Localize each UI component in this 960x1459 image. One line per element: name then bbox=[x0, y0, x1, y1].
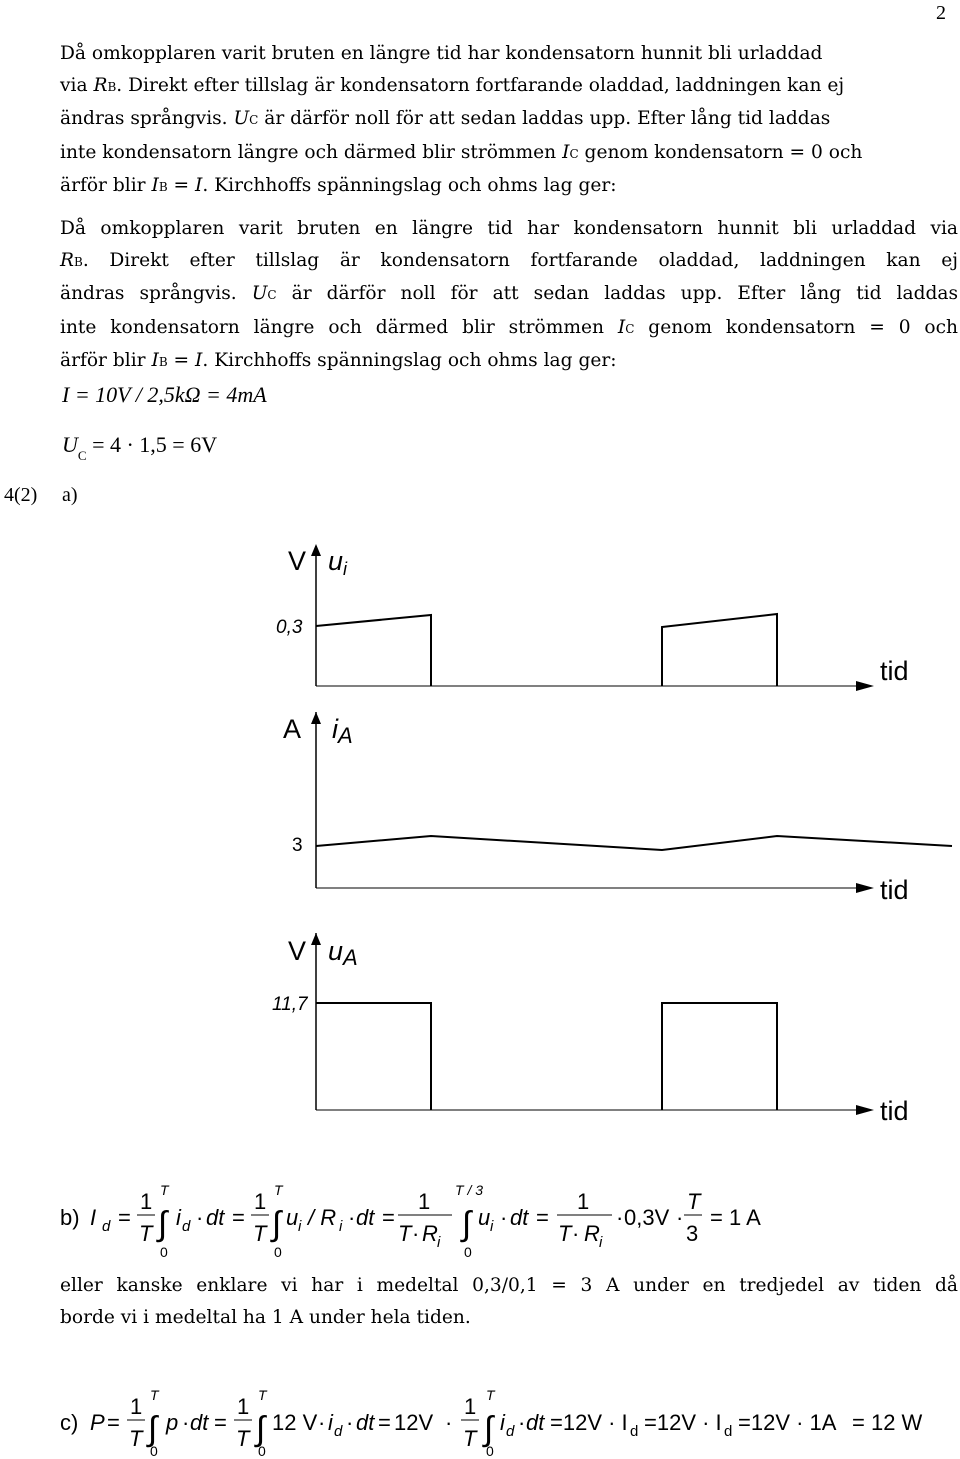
svg-text:=12V · I: =12V · I bbox=[644, 1410, 722, 1435]
svg-text:i: i bbox=[500, 1410, 505, 1435]
svg-text:0: 0 bbox=[258, 1443, 266, 1459]
svg-text:dt: dt bbox=[190, 1410, 209, 1435]
graph-ia bbox=[283, 712, 952, 905]
svg-text:=: = bbox=[232, 1205, 245, 1230]
part-c-equation bbox=[0, 1380, 960, 1459]
svg-text:dt: dt bbox=[526, 1410, 545, 1435]
svg-text:0: 0 bbox=[464, 1244, 472, 1260]
svg-text:T: T bbox=[274, 1182, 283, 1198]
svg-text:d: d bbox=[630, 1423, 639, 1440]
g3-x-arrow-icon bbox=[856, 1105, 874, 1115]
p2-line-5: ärför blir IB = I. Kirchhoffs spänningslag och ohms lag ger: bbox=[60, 350, 617, 371]
svg-text:1: 1 bbox=[577, 1189, 590, 1214]
svg-text:·: · bbox=[676, 1205, 684, 1230]
svg-text:d: d bbox=[506, 1423, 515, 1440]
svg-text:/ R: / R bbox=[308, 1205, 337, 1230]
svg-text:d: d bbox=[102, 1218, 111, 1235]
svg-text:=: = bbox=[107, 1410, 120, 1435]
svg-text:1: 1 bbox=[464, 1394, 477, 1419]
svg-text:∫: ∫ bbox=[148, 1410, 158, 1448]
svg-text:i: i bbox=[328, 1410, 333, 1435]
svg-text:·: · bbox=[318, 1410, 326, 1435]
svg-text:·: · bbox=[196, 1205, 204, 1230]
g2-y-arrow-icon bbox=[311, 712, 321, 724]
explanation-line-1: eller kanske enklare vi har i medeltal 0,3/0,1 = 3 A under en tredjedel av tiden då bbox=[60, 1275, 958, 1296]
svg-text:∫: ∫ bbox=[484, 1410, 494, 1448]
svg-text:T: T bbox=[486, 1387, 495, 1403]
svg-text:u: u bbox=[478, 1205, 491, 1230]
part-a-label: a) bbox=[62, 484, 78, 506]
problem-label: 4(2) bbox=[4, 484, 38, 506]
svg-text:=12V · I: =12V · I bbox=[550, 1410, 628, 1435]
g2-x-arrow-icon bbox=[856, 883, 874, 893]
p2-line-4: inte kondensatorn längre och därmed blir strömmen IC genom kondensatorn = 0 och bbox=[60, 316, 958, 338]
svg-text:=: = bbox=[378, 1410, 391, 1435]
svg-text:T: T bbox=[160, 1182, 169, 1198]
svg-text:R: R bbox=[584, 1221, 600, 1246]
svg-text:P: P bbox=[90, 1410, 105, 1435]
g2-unit: A bbox=[283, 714, 302, 744]
svg-text:=12V · 1A: =12V · 1A bbox=[738, 1410, 837, 1435]
svg-text:·: · bbox=[518, 1410, 526, 1435]
g3-symbol: uA bbox=[328, 936, 358, 970]
svg-text:∫: ∫ bbox=[272, 1205, 282, 1243]
p1-line-5: ärför blir IB = I. Kirchhoffs spänningslag och ohms lag ger: bbox=[60, 175, 617, 196]
svg-text:dt: dt bbox=[206, 1205, 225, 1230]
svg-text:12 V: 12 V bbox=[272, 1410, 318, 1435]
svg-text:i: i bbox=[599, 1234, 603, 1251]
svg-text:0: 0 bbox=[160, 1244, 168, 1260]
svg-text:T: T bbox=[139, 1221, 153, 1246]
svg-text:d: d bbox=[724, 1423, 733, 1440]
g1-pulse-2 bbox=[662, 614, 777, 686]
page-number: 2 bbox=[936, 2, 946, 24]
svg-text:1: 1 bbox=[237, 1394, 250, 1419]
svg-text:1: 1 bbox=[130, 1394, 143, 1419]
g3-pulse-1 bbox=[316, 1003, 431, 1110]
g2-symbol: iA bbox=[332, 714, 353, 748]
svg-text:∫: ∫ bbox=[158, 1205, 168, 1243]
g1-y-arrow-icon bbox=[311, 544, 321, 556]
svg-text:∫: ∫ bbox=[256, 1410, 266, 1448]
g3-y-arrow-icon bbox=[311, 933, 321, 945]
svg-text:∫: ∫ bbox=[462, 1205, 472, 1243]
graph-ua bbox=[272, 933, 909, 1126]
p2-line-3: ändras språngvis. UC är därför noll för att sedan laddas upp. Efter lång tid laddas bbox=[60, 283, 959, 304]
g1-x-arrow-icon bbox=[856, 681, 874, 691]
explanation-line-2: borde vi i medeltal ha 1 A under hela tiden. bbox=[60, 1306, 471, 1328]
svg-text:0: 0 bbox=[486, 1443, 494, 1459]
svg-text:0,3V: 0,3V bbox=[624, 1205, 670, 1230]
svg-text:T: T bbox=[258, 1387, 267, 1403]
p1-line-3: ändras språngvis. UC är därför noll för att sedan laddas upp. Efter lång tid laddas bbox=[60, 108, 831, 129]
svg-text:i: i bbox=[339, 1218, 343, 1235]
svg-text:= 12 W: = 12 W bbox=[852, 1410, 923, 1435]
svg-text:dt: dt bbox=[356, 1205, 375, 1230]
part-b-label: b) bbox=[60, 1205, 80, 1230]
g1-unit: V bbox=[288, 546, 307, 576]
svg-text:·: · bbox=[412, 1221, 420, 1246]
g2-level-label: 3 bbox=[292, 835, 303, 856]
svg-text:T: T bbox=[129, 1426, 143, 1451]
svg-text:·: · bbox=[572, 1221, 580, 1246]
svg-text:i: i bbox=[490, 1218, 494, 1235]
svg-text:T: T bbox=[253, 1221, 267, 1246]
svg-text:·: · bbox=[348, 1205, 356, 1230]
svg-text:=: = bbox=[214, 1410, 227, 1435]
svg-text:T / 3: T / 3 bbox=[455, 1182, 484, 1198]
explanation-text bbox=[60, 1270, 958, 1333]
b-I: I bbox=[90, 1205, 97, 1230]
svg-text:=: = bbox=[382, 1205, 395, 1230]
g2-current-trace bbox=[316, 836, 952, 850]
svg-text:dt: dt bbox=[356, 1410, 375, 1435]
svg-text:T: T bbox=[398, 1221, 412, 1246]
svg-text:·: · bbox=[182, 1410, 190, 1435]
svg-text:·: · bbox=[500, 1205, 508, 1230]
g1-level-label: 0,3 bbox=[276, 617, 303, 638]
equation-current: I = 10V / 2,5kΩ = 4mA bbox=[62, 382, 267, 407]
g1-pulse-1 bbox=[316, 615, 431, 686]
part-c-label: c) bbox=[60, 1410, 79, 1435]
svg-text:i: i bbox=[437, 1234, 441, 1251]
p2-line-2: RB. Direkt efter tillslag är kondensatorn fortfarande oladdad, laddningen kan ej bbox=[60, 249, 958, 271]
g3-pulse-2 bbox=[662, 1003, 777, 1110]
p1-line-2: via RB. Direkt efter tillslag är kondensatorn fortfarande oladdad, laddningen kan ej bbox=[60, 74, 845, 96]
graph-ui bbox=[276, 544, 909, 691]
svg-text:12V: 12V bbox=[394, 1410, 434, 1435]
svg-text:i: i bbox=[298, 1218, 302, 1235]
svg-text:=: = bbox=[536, 1205, 549, 1230]
svg-text:·: · bbox=[346, 1410, 354, 1435]
equation-voltage: $U_C = 4 \cdot 1,5 = 6V$ bbox=[62, 432, 218, 463]
svg-text:1: 1 bbox=[254, 1189, 267, 1214]
g1-time-label: tid bbox=[880, 656, 909, 686]
svg-text:= 1 A: = 1 A bbox=[710, 1205, 761, 1230]
svg-text:d: d bbox=[334, 1423, 343, 1440]
p1-line-1: Då omkopplaren varit bruten en längre tid har kondensatorn hunnit bli urladdad bbox=[60, 43, 823, 64]
svg-text:T: T bbox=[463, 1426, 477, 1451]
g3-level-label: 11,7 bbox=[272, 994, 308, 1015]
svg-text:0: 0 bbox=[274, 1244, 282, 1260]
svg-text:T: T bbox=[687, 1189, 701, 1214]
svg-text:T: T bbox=[150, 1387, 159, 1403]
svg-text:T: T bbox=[558, 1221, 572, 1246]
part-b-equation bbox=[0, 1175, 960, 1270]
svg-text:u: u bbox=[286, 1205, 299, 1230]
svg-text:dt: dt bbox=[510, 1205, 529, 1230]
p1-line-4: inte kondensatorn längre och därmed blir strömmen IC genom kondensatorn = 0 och bbox=[60, 141, 863, 163]
svg-text:p: p bbox=[166, 1410, 179, 1435]
svg-text:1: 1 bbox=[418, 1189, 431, 1214]
svg-text:·: · bbox=[616, 1205, 624, 1230]
g3-unit: V bbox=[288, 936, 307, 966]
svg-text:·: · bbox=[445, 1410, 453, 1435]
svg-text:3: 3 bbox=[686, 1221, 699, 1246]
p2-line-1: Då omkopplaren varit bruten en längre tid har kondensatorn hunnit bli urladdad via bbox=[60, 218, 958, 239]
svg-text:0: 0 bbox=[150, 1443, 158, 1459]
svg-text:i: i bbox=[176, 1205, 181, 1230]
g2-time-label: tid bbox=[880, 875, 909, 905]
svg-text:1: 1 bbox=[140, 1189, 153, 1214]
svg-text:=: = bbox=[118, 1205, 131, 1230]
svg-text:R: R bbox=[422, 1221, 438, 1246]
svg-text:d: d bbox=[182, 1218, 191, 1235]
g3-time-label: tid bbox=[880, 1096, 909, 1126]
g1-symbol: ui bbox=[328, 546, 348, 579]
svg-text:T: T bbox=[236, 1426, 250, 1451]
